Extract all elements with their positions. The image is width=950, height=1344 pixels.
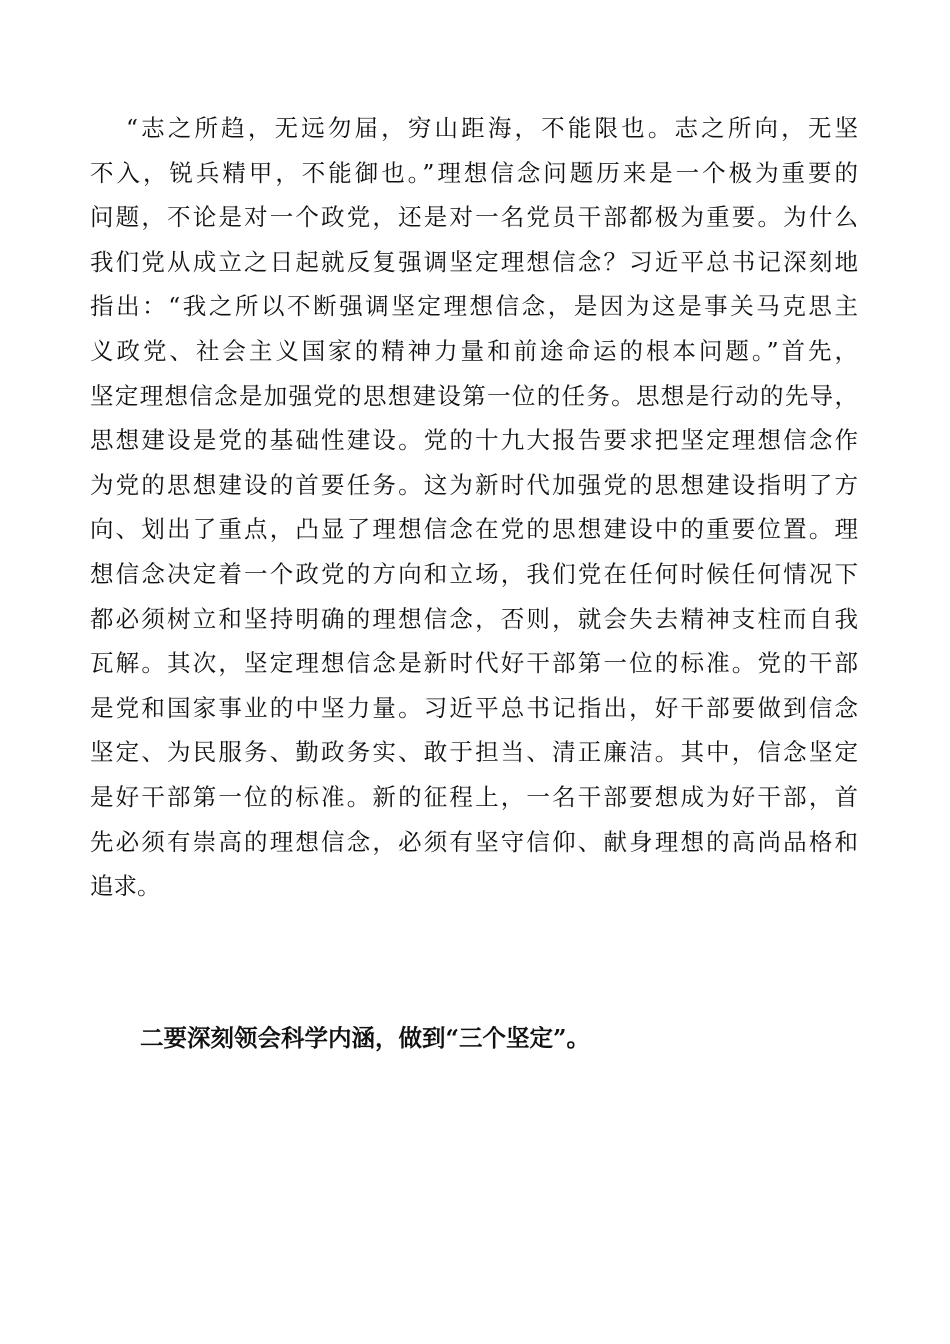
paragraph-line: 问题，不论是对一个政党，还是对一名党员干部都极为重要。为什么 — [90, 203, 858, 232]
paragraph-line: 我们党从成立之日起就反复强调坚定理想信念？习近平总书记深刻地 — [90, 247, 858, 276]
paragraph-line: 义政党、社会主义国家的精神力量和前途命运的根本问题。”首先， — [90, 336, 858, 365]
paragraph-line: 思想建设是党的基础性建设。党的十九大报告要求把坚定理想信念作 — [90, 426, 858, 455]
paragraph-line: 向、划出了重点，凸显了理想信念在党的思想建设中的重要位置。理 — [90, 515, 858, 544]
paragraph-line: 追求。 — [90, 872, 161, 901]
paragraph-line: 都必须树立和坚持明确的理想信念，否则，就会失去精神支柱而自我 — [90, 604, 858, 633]
paragraph-line: 为党的思想建设的首要任务。这为新时代加强党的思想建设指明了方 — [90, 470, 858, 499]
paragraph-line: 是好干部第一位的标准。新的征程上，一名干部要想成为好干部，首 — [90, 782, 858, 811]
paragraph-line: 不入，锐兵精甲，不能御也。”理想信念问题历来是一个极为重要的 — [90, 158, 858, 187]
paragraph-line: “志之所趋，无远勿届，穷山距海，不能限也。志之所向，无坚 — [126, 114, 858, 142]
paragraph-line: 先必须有崇高的理想信念，必须有坚守信仰、献身理想的高尚品格和 — [90, 827, 858, 856]
section-heading: 二要深刻领会科学内涵，做到“三个坚定”。 — [140, 1024, 591, 1052]
paragraph-line: 坚定理想信念是加强党的思想建设第一位的任务。思想是行动的先导， — [90, 381, 858, 410]
paragraph-line: 瓦解。其次，坚定理想信念是新时代好干部第一位的标准。党的干部 — [90, 649, 858, 678]
paragraph-line: 指出：“我之所以不断强调坚定理想信念，是因为这是事关马克思主 — [90, 292, 858, 321]
paragraph-line: 坚定、为民服务、勤政务实、敢于担当、清正廉洁。其中，信念坚定 — [90, 738, 858, 767]
paragraph-line: 是党和国家事业的中坚力量。习近平总书记指出，好干部要做到信念 — [90, 693, 858, 722]
document-body — [90, 106, 858, 909]
paragraph-line: 想信念决定着一个政党的方向和立场，我们党在任何时候任何情况下 — [90, 559, 858, 588]
